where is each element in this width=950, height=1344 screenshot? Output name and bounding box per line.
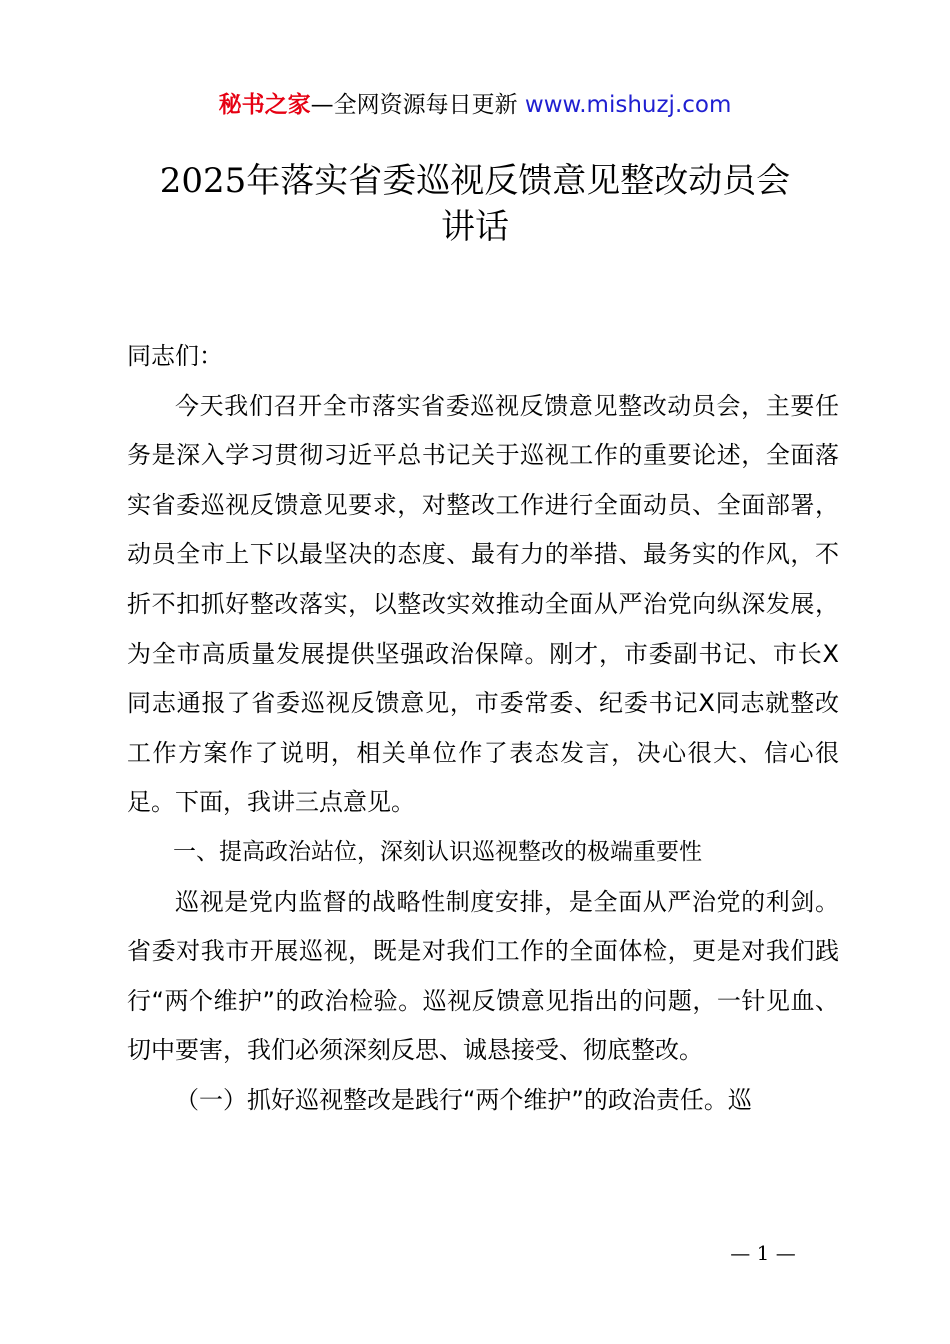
section-heading-1: 一、提高政治站位，深刻认识巡视整改的极端重要性 xyxy=(173,838,702,865)
paragraph-intro: 今天我们召开全市落实省委巡视反馈意见整改动员会，主要任务是深入学习贯彻习近平总书记关于巡视工作的重要论述，全面落实省委巡视反馈意见要求，对整改工作进行全面动员、全面部署，动员全市上下以最坚决的态度、最有力的举措、最务实的作风，不折不扣抓好整改落实，以整改实效推动全面从严治党向纵深发展，为全市高质量发展提供坚强政治保障。刚才，市委副书记、市长X同志通报了省委巡视反馈意见，市委常委、纪委书记X同志就整改工作方案作了说明，相关单位作了表态发言，决心很大、信心很足。下面，我讲三点意见。 xyxy=(127,391,839,817)
header-banner xyxy=(0,88,950,122)
document-title-line-1: 2025年落实省委巡视反馈意见整改动员会 xyxy=(159,161,791,201)
subsection-heading-1: （一）抓好巡视整改是践行“两个维护”的政治责任。巡 xyxy=(175,1085,752,1114)
brand-name: 秘书之家 xyxy=(218,92,311,118)
site-url-link[interactable]: www.mishuzj.com xyxy=(524,92,732,118)
salutation: 同志们： xyxy=(127,342,223,370)
paragraph-section-1: 巡视是党内监督的战略性制度安排，是全面从严治党的利剑。省委对我市开展巡视，既是对我们工作的全面体检，更是对我们践行“两个维护”的政治检验。巡视反馈意见指出的问题，一针见血、切中要害，我们必须深刻反思、诚恳接受、彻底整改。 xyxy=(127,887,839,1065)
document-title xyxy=(0,158,950,250)
page-number: — 1 — xyxy=(730,1241,796,1265)
header-tagline: —全网资源每日更新 xyxy=(310,92,518,118)
document-title-line-2: 讲话 xyxy=(441,207,509,247)
document-body xyxy=(127,332,839,1126)
